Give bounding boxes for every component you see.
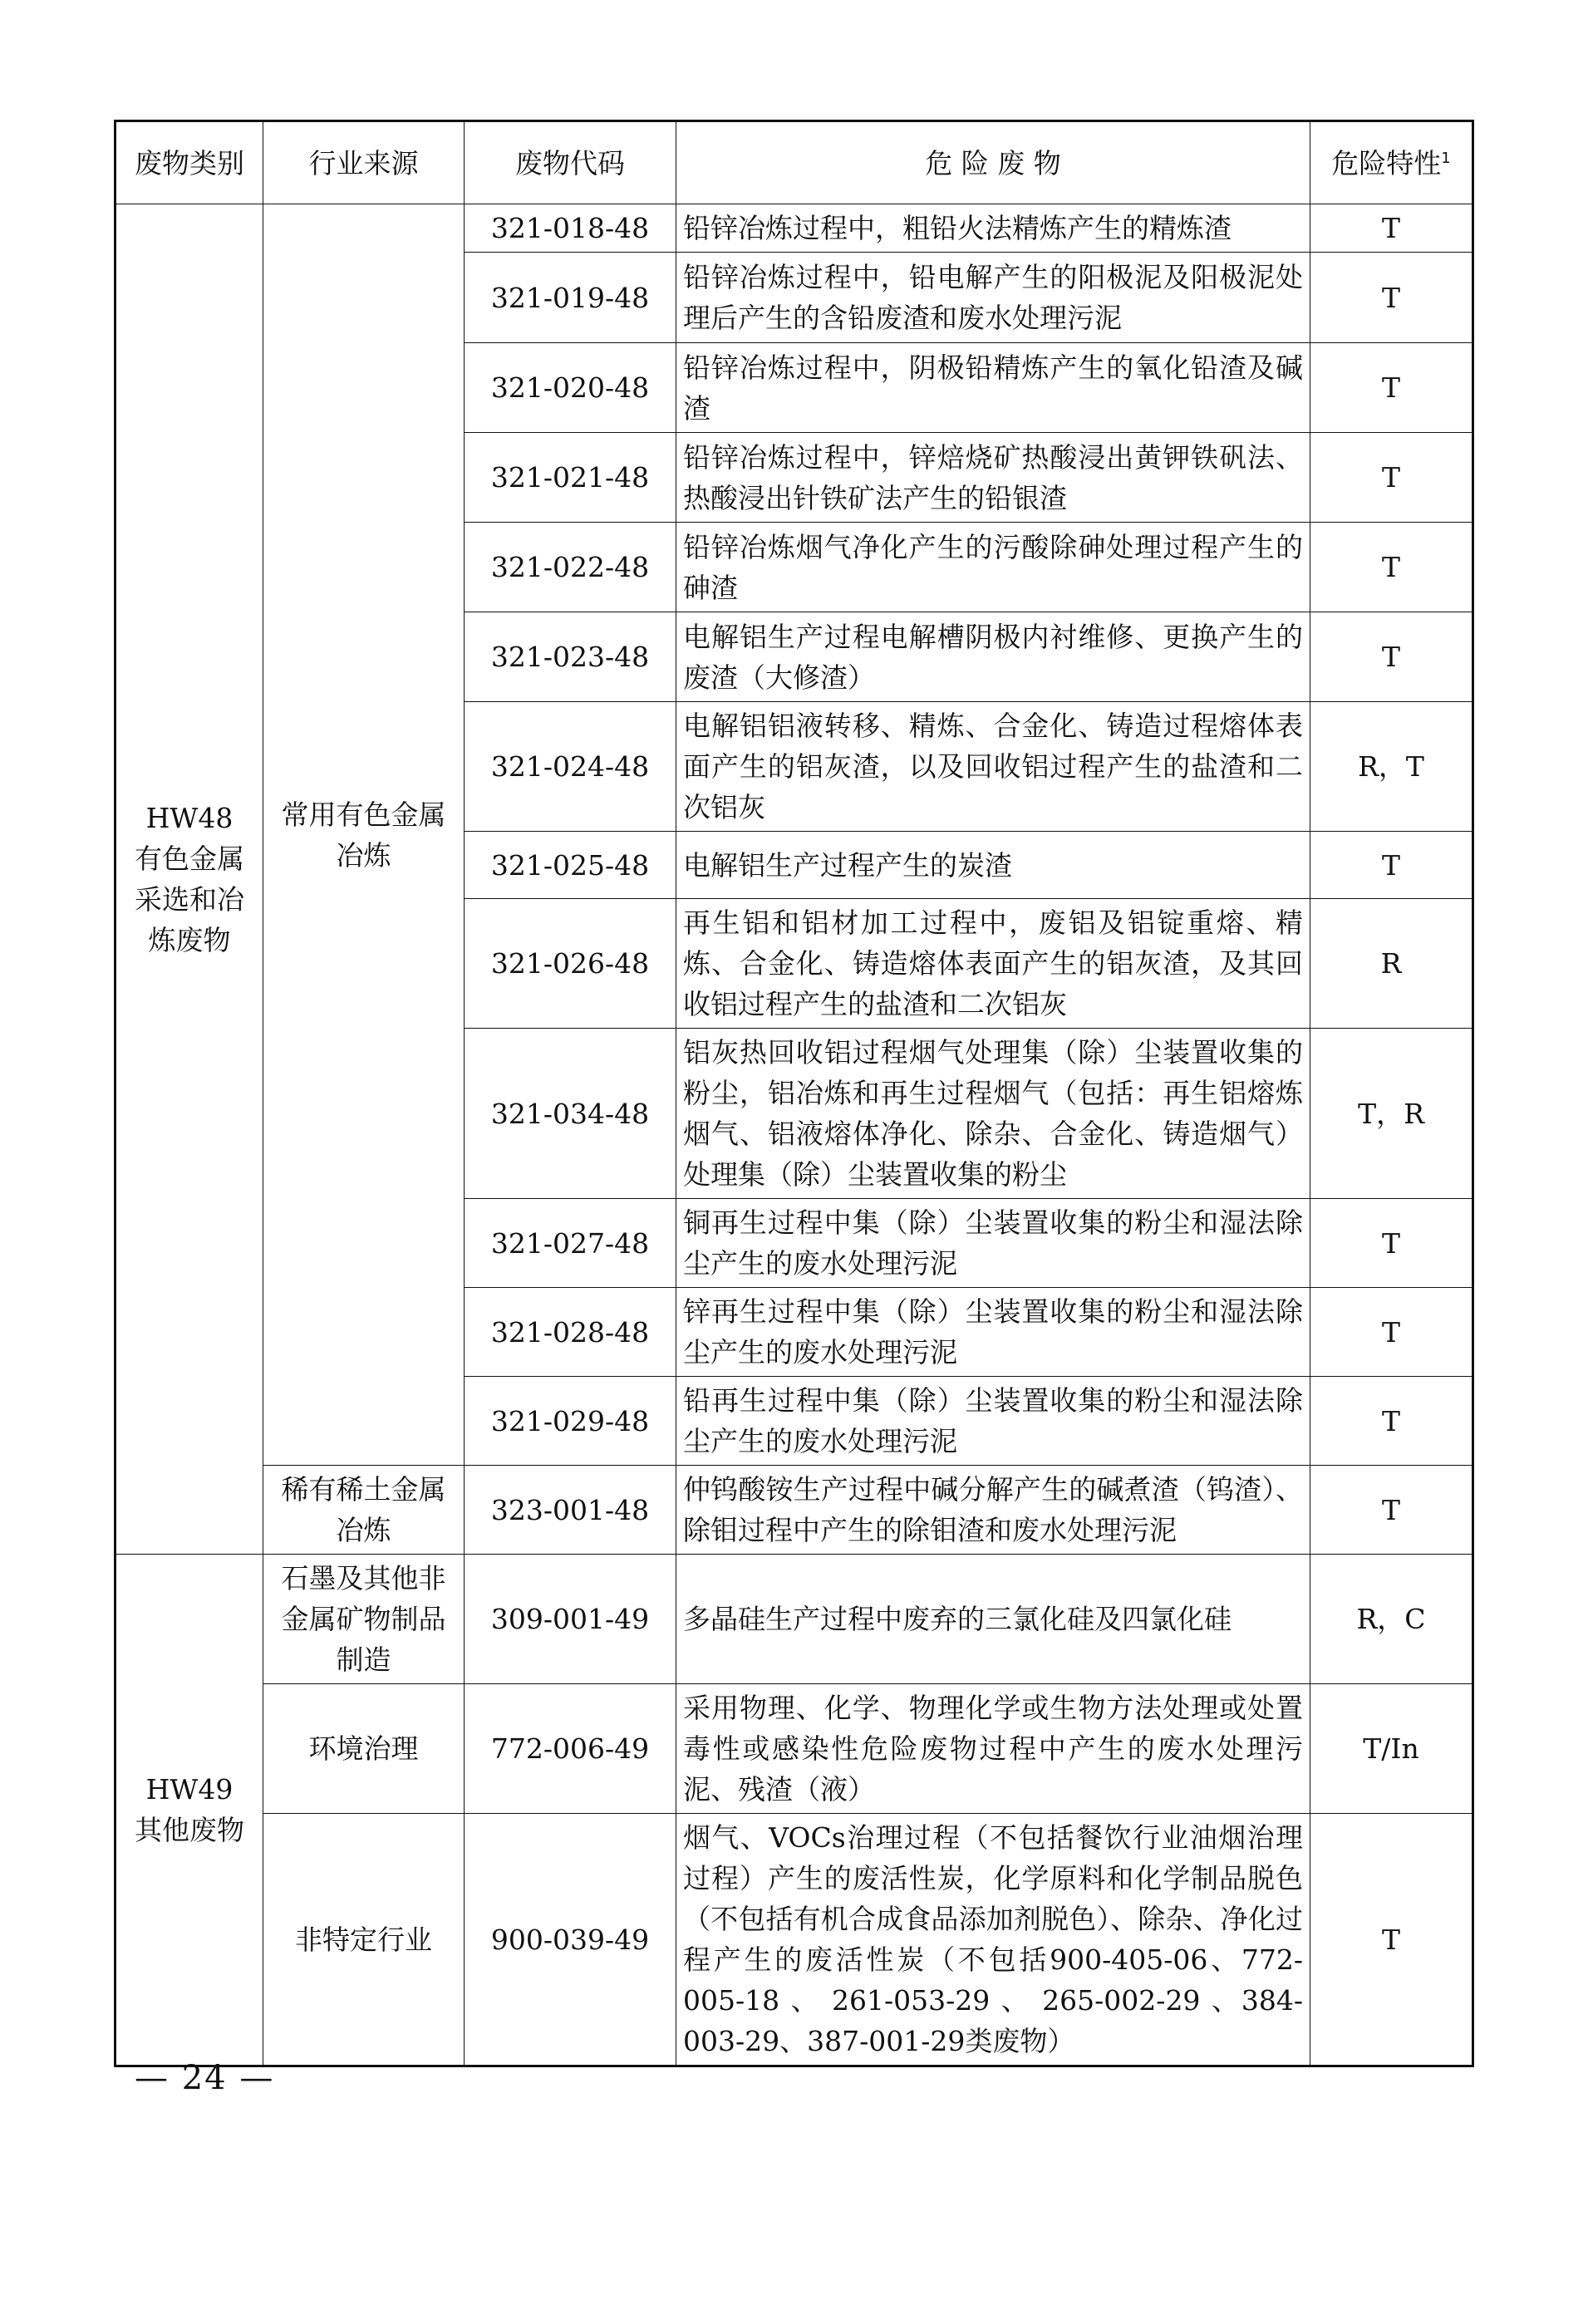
waste-description-cell: 铅再生过程中集（除）尘装置收集的粉尘和湿法除尘产生的废水处理污泥: [676, 1377, 1310, 1466]
waste-code-cell: 321-023-48: [465, 612, 676, 702]
hazard-property-cell: T，R: [1310, 1029, 1473, 1199]
hazard-property-cell: T: [1310, 1466, 1473, 1555]
waste-code-cell: 323-001-48: [465, 1466, 676, 1555]
waste-description-cell: 烟气、VOCs治理过程（不包括餐饮行业油烟治理过程）产生的废活性炭，化学原料和化学制品脱色（不包括有机合成食品添加剂脱色）、除杂、净化过程产生的废活性炭（不包括900-405-06、772-005-18 、 261-053-29 、 265-002-29 、384-003-29、387-001-29类废物）: [676, 1814, 1310, 2066]
category-code: HW49: [145, 1773, 234, 1806]
waste-code-cell: 321-029-48: [465, 1377, 676, 1466]
waste-description-cell: 电解铝生产过程电解槽阴极内衬维修、更换产生的废渣（大修渣）: [676, 612, 1310, 702]
waste-code-cell: 321-026-48: [465, 899, 676, 1029]
waste-description-cell: 铅锌冶炼过程中，粗铅火法精炼产生的精炼渣: [676, 204, 1310, 253]
waste-code-cell: 321-020-48: [465, 343, 676, 433]
waste-description-cell: 铝灰热回收铝过程烟气处理集（除）尘装置收集的粉尘，铝冶炼和再生过程烟气（包括：再生铝熔炼烟气、铝液熔体净化、除杂、合金化、铸造烟气）处理集（除）尘装置收集的粉尘: [676, 1029, 1310, 1199]
industry-source-cell: 稀有稀土金属冶炼: [263, 1466, 465, 1555]
header-waste: 危 险 废 物: [676, 121, 1310, 204]
industry-source-cell: 常用有色金属冶炼: [263, 204, 465, 1466]
table-row: [116, 204, 1473, 253]
hazard-property-cell: T: [1310, 343, 1473, 433]
hazard-property-cell: R: [1310, 899, 1473, 1029]
waste-code-cell: 321-021-48: [465, 433, 676, 523]
industry-source-cell: 非特定行业: [263, 1814, 465, 2066]
hazard-property-cell: T: [1310, 253, 1473, 343]
category-cell: [116, 1555, 263, 2066]
header-property: 危险特性$^1$: [1310, 121, 1473, 204]
page-number: — 24 —: [135, 2059, 275, 2097]
hazard-property-cell: T: [1310, 433, 1473, 523]
hazard-property-cell: R，C: [1310, 1555, 1473, 1684]
waste-description-cell: 采用物理、化学、物理化学或生物方法处理或处置毒性或感染性危险废物过程中产生的废水处理污泥、残渣（液）: [676, 1684, 1310, 1814]
waste-code-cell: 321-018-48: [465, 204, 676, 253]
waste-code-cell: 321-019-48: [465, 253, 676, 343]
table-body: [116, 204, 1473, 2066]
waste-description-cell: 电解铝铝液转移、精炼、合金化、铸造过程熔体表面产生的铝灰渣，以及回收铝过程产生的盐渣和二次铝灰: [676, 702, 1310, 832]
waste-description-cell: 多晶硅生产过程中废弃的三氯化硅及四氯化硅: [676, 1555, 1310, 1684]
table-row: [116, 1684, 1473, 1814]
waste-description-cell: 仲钨酸铵生产过程中碱分解产生的碱煮渣（钨渣）、除钼过程中产生的除钼渣和废水处理污泥: [676, 1466, 1310, 1555]
footnote-mark: 1: [1441, 149, 1451, 167]
hazard-property-cell: T/In: [1310, 1684, 1473, 1814]
waste-code-cell: 321-028-48: [465, 1288, 676, 1377]
category-cell: [116, 204, 263, 1555]
hazard-property-cell: R，T: [1310, 702, 1473, 832]
table-header-row: [116, 121, 1473, 204]
waste-description-cell: 锌再生过程中集（除）尘装置收集的粉尘和湿法除尘产生的废水处理污泥: [676, 1288, 1310, 1377]
waste-description-cell: 铅锌冶炼过程中，阴极铅精炼产生的氧化铅渣及碱渣: [676, 343, 1310, 433]
header-code: 废物代码: [465, 121, 676, 204]
industry-source-cell: 石墨及其他非金属矿物制品制造: [263, 1555, 465, 1684]
hazard-property-cell: T: [1310, 1199, 1473, 1288]
table-row: [116, 1555, 1473, 1684]
hazard-property-cell: T: [1310, 612, 1473, 702]
category-name: 有色金属采选和冶炼废物: [134, 843, 244, 956]
waste-code-cell: 321-024-48: [465, 702, 676, 832]
waste-description-cell: 铅锌冶炼过程中，锌焙烧矿热酸浸出黄钾铁矾法、热酸浸出针铁矿法产生的铅银渣: [676, 433, 1310, 523]
waste-description-cell: 电解铝生产过程产生的炭渣: [676, 832, 1310, 899]
industry-source-cell: 环境治理: [263, 1684, 465, 1814]
waste-code-cell: 321-027-48: [465, 1199, 676, 1288]
waste-code-cell: 772-006-49: [465, 1684, 676, 1814]
hazard-property-cell: T: [1310, 1288, 1473, 1377]
waste-code-cell: 321-022-48: [465, 523, 676, 612]
hazard-property-cell: T: [1310, 1377, 1473, 1466]
hazard-property-cell: T: [1310, 523, 1473, 612]
waste-code-cell: 309-001-49: [465, 1555, 676, 1684]
category-code: HW48: [145, 802, 234, 834]
waste-description-cell: 铜再生过程中集（除）尘装置收集的粉尘和湿法除尘产生的废水处理污泥: [676, 1199, 1310, 1288]
category-name: 其他废物: [134, 1814, 244, 1846]
waste-code-cell: 321-034-48: [465, 1029, 676, 1199]
waste-description-cell: 铅锌冶炼烟气净化产生的污酸除砷处理过程产生的砷渣: [676, 523, 1310, 612]
waste-description-cell: 再生铝和铝材加工过程中，废铝及铝锭重熔、精炼、合金化、铸造熔体表面产生的铝灰渣，及其回收铝过程产生的盐渣和二次铝灰: [676, 899, 1310, 1029]
hazard-property-cell: T: [1310, 204, 1473, 253]
header-source: 行业来源: [263, 121, 465, 204]
header-category: 废物类别: [116, 121, 263, 204]
waste-code-cell: 900-039-49: [465, 1814, 676, 2066]
table-row: [116, 1466, 1473, 1555]
waste-description-cell: 铅锌冶炼过程中，铅电解产生的阳极泥及阳极泥处理后产生的含铅废渣和废水处理污泥: [676, 253, 1310, 343]
waste-code-cell: 321-025-48: [465, 832, 676, 899]
hazard-property-cell: T: [1310, 1814, 1473, 2066]
table-row: [116, 1814, 1473, 2066]
hazard-property-cell: T: [1310, 832, 1473, 899]
hazardous-waste-table: [114, 120, 1474, 2067]
